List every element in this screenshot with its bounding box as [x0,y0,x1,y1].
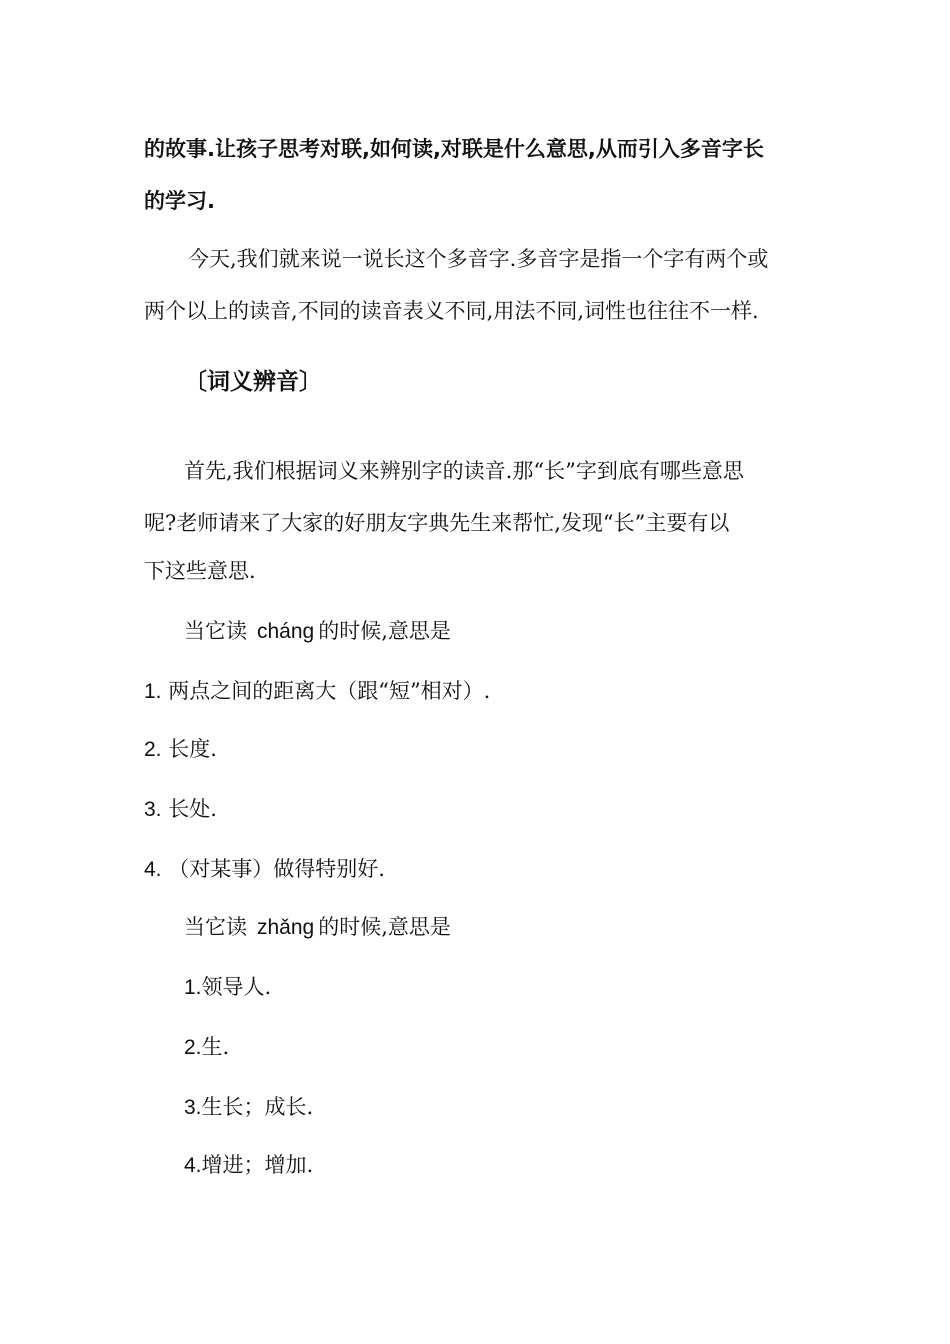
zhang-item-1 [184,972,271,1003]
zhang-item-number: 1. [184,976,202,999]
intro-para-line-2: 两个以上的读音,不同的读音表义不同,用法不同,词性也往往不一样. [144,299,759,323]
section-heading: 〔词义辨音〕 [184,369,322,395]
intro-para-line-1: 今天,我们就来说一说长这个多音字.多音字是指一个字有两个或 [188,247,769,271]
chang-item-text: 两点之间的距离大（跟“短”相对）. [168,679,491,703]
intro-bold-line-2: 的学习. [144,189,215,213]
zhang-item-text: 领导人. [201,975,272,999]
chang-item-text: 长度. [168,737,217,761]
chang-item-number: 4. [144,858,162,881]
zhang-pinyin: zhǎng [257,916,315,939]
zhang-suffix: 的时候,意思是 [318,915,451,939]
chang-item-number: 1. [144,680,162,703]
chang-pinyin: cháng [257,620,315,643]
zhang-prefix: 当它读 [184,915,247,939]
zhang-item-4 [184,1150,313,1181]
zhang-item-number: 2. [184,1036,202,1059]
zhang-item-text: 生长；成长. [201,1095,314,1119]
meaning-para-line-3: 下这些意思. [144,559,256,583]
chang-item-text: 长处. [168,797,217,821]
chang-item-2 [144,734,217,765]
zhang-intro [184,912,451,943]
chang-item-number: 3. [144,798,162,821]
chang-prefix: 当它读 [184,619,247,643]
chang-suffix: 的时候,意思是 [318,619,451,643]
chang-intro [184,616,451,647]
zhang-item-2 [184,1032,229,1063]
meaning-para-line-2: 呢?老师请来了大家的好朋友字典先生来帮忙,发现“长”主要有以 [144,511,730,535]
chang-item-4 [144,854,385,885]
zhang-item-number: 4. [184,1154,202,1177]
zhang-item-text: 生. [201,1035,230,1059]
meaning-para-line-1: 首先,我们根据词义来辨别字的读音.那“长”字到底有哪些意思 [184,459,744,483]
zhang-item-number: 3. [184,1096,202,1119]
chang-item-text: （对某事）做得特别好. [168,857,385,881]
chang-item-1 [144,676,490,707]
zhang-item-3 [184,1092,313,1123]
chang-item-number: 2. [144,738,162,761]
zhang-item-text: 增进；增加. [201,1153,314,1177]
intro-bold-line-1: 的故事.让孩子思考对联,如何读,对联是什么意思,从而引入多音字长 [144,137,764,161]
chang-item-3 [144,794,217,825]
